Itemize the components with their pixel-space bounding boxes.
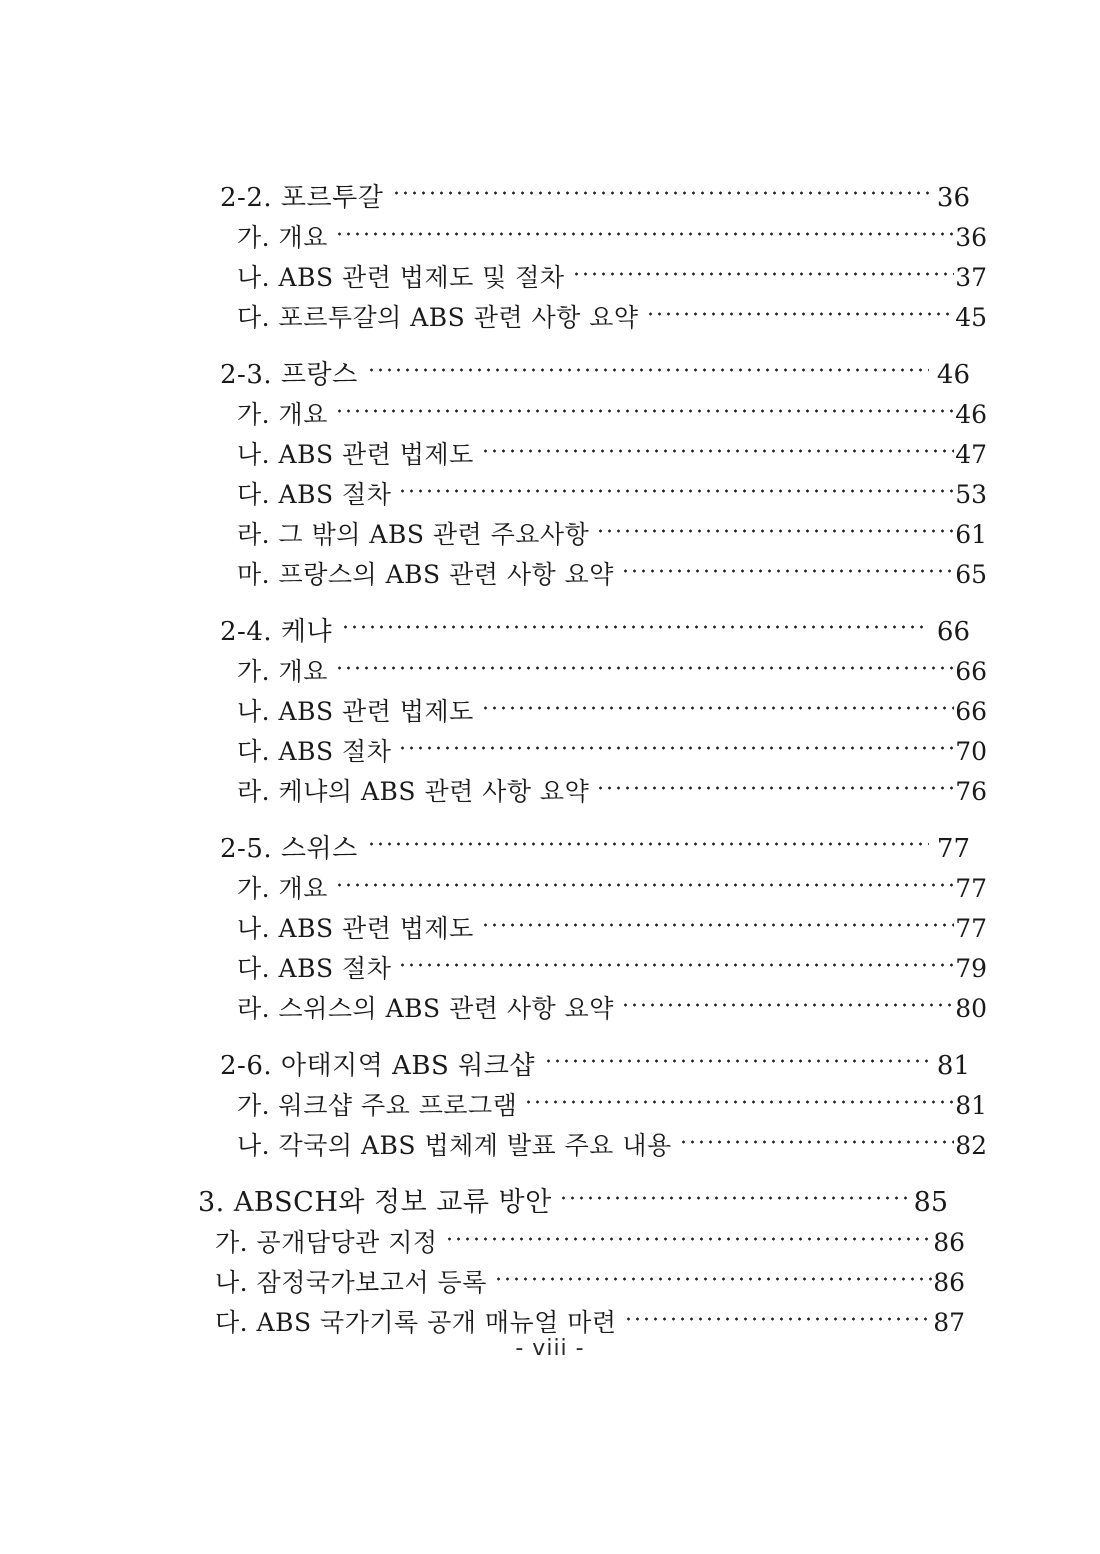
dot-leader [338,221,954,246]
table-of-contents [175,178,987,1343]
toc-entry-label: 3. ABSCH와 정보 교류 방안 [198,1187,552,1218]
toc-page-number: 77 [936,834,970,864]
toc-entry-label: 다. ABS 절차 [237,480,392,509]
toc-page-number: 76 [955,777,987,806]
toc-entry[interactable] [175,869,987,909]
toc-page-number: 45 [955,303,987,332]
toc-page-number: 86 [933,1268,965,1297]
toc-entry-label: 나. ABS 관련 법제도 [237,697,474,726]
dot-leader [484,912,954,937]
toc-group [175,355,987,595]
toc-entry[interactable] [175,395,987,435]
toc-entry-label: 2-3. 프랑스 [220,360,358,390]
toc-entry[interactable] [175,732,987,772]
toc-page-number: 65 [955,560,987,589]
dot-leader [575,261,955,286]
dot-leader [599,518,954,543]
dot-leader [338,655,954,680]
toc-entry[interactable] [175,1263,965,1303]
toc-entry-label: 다. ABS 국가기록 공개 매뉴얼 마련 [215,1308,617,1337]
toc-section-heading[interactable] [175,355,970,395]
toc-entry-label: 나. ABS 관련 법제도 [237,914,474,943]
toc-entry-label: 나. ABS 관련 법제도 [237,440,474,469]
dot-leader [547,1048,929,1074]
toc-entry-label: 나. 잠정국가보고서 등록 [215,1268,487,1297]
toc-entry-label: 2-5. 스위스 [220,834,358,864]
toc-entry-label: 라. 스위스의 ABS 관련 사항 요약 [237,994,614,1023]
toc-page-number: 81 [955,1091,987,1120]
toc-page-number: 36 [936,183,970,213]
toc-entry-label: 나. ABS 관련 법제도 및 절차 [237,263,565,292]
toc-page-number: 53 [955,480,987,509]
dot-leader [370,831,929,857]
toc-entry-label: 다. 포르투갈의 ABS 관련 사항 요약 [237,303,639,332]
toc-section-heading[interactable] [175,1183,948,1223]
toc-entry-label: 가. 워크샵 주요 프로그램 [237,1091,518,1120]
toc-page-number: 47 [955,440,987,469]
toc-entry-label: 다. ABS 절차 [237,737,392,766]
toc-page-number: 79 [955,954,987,983]
toc-section-heading[interactable] [175,612,970,652]
toc-entry-label: 다. ABS 절차 [237,954,392,983]
toc-entry[interactable] [175,298,987,338]
toc-entry-label: 나. 각국의 ABS 법체계 발표 주요 내용 [237,1131,672,1160]
toc-page-number: 81 [936,1051,970,1081]
toc-group [175,1046,987,1166]
toc-page-number: 66 [955,697,987,726]
dot-leader [338,872,954,897]
toc-entry[interactable] [175,1126,987,1166]
toc-page-number: 70 [955,737,987,766]
dot-leader [649,301,955,326]
toc-entry-label: 가. 개요 [237,657,328,686]
toc-group [175,1183,965,1343]
dot-leader [562,1184,913,1211]
toc-entry[interactable] [175,555,987,595]
toc-entry-label: 2-2. 포르투갈 [220,183,384,213]
toc-page-number: 77 [955,874,987,903]
toc-entry[interactable] [175,692,987,732]
toc-entry[interactable] [175,1223,965,1263]
dot-leader [395,180,929,206]
toc-page-number: 86 [933,1228,965,1257]
dot-leader [401,478,954,503]
dot-leader [484,438,954,463]
toc-entry[interactable] [175,515,987,555]
dot-leader [599,775,954,800]
toc-entry[interactable] [175,218,987,258]
dot-leader [344,614,929,640]
dot-leader [527,1089,954,1114]
toc-entry-label: 라. 케냐의 ABS 관련 사항 요약 [237,777,590,806]
toc-page-number: 85 [913,1187,948,1218]
toc-entry-label: 마. 프랑스의 ABS 관련 사항 요약 [237,560,614,589]
dot-leader [682,1129,955,1154]
toc-group [175,178,987,338]
toc-page-number: 82 [955,1131,987,1160]
dot-leader [401,952,954,977]
toc-page-number: 66 [936,617,970,647]
toc-entry-label: 가. 공개담당관 지정 [215,1228,438,1257]
toc-section-heading[interactable] [175,178,970,218]
toc-page-number: 87 [933,1308,965,1337]
toc-entry[interactable] [175,1086,987,1126]
dot-leader [484,695,954,720]
toc-page-number: 37 [955,263,987,292]
toc-page-number: 46 [955,400,987,429]
toc-page-number: 80 [955,994,987,1023]
toc-entry[interactable] [175,989,987,1029]
dot-leader [448,1226,933,1251]
page-footer: - viii - [515,1336,585,1361]
dot-leader [338,398,954,423]
toc-page-number: 46 [936,360,970,390]
toc-entry-label: 2-4. 케냐 [220,617,333,647]
dot-leader [624,558,954,583]
toc-section-heading[interactable] [175,829,970,869]
toc-entry[interactable] [175,475,987,515]
toc-page-number: 36 [955,223,987,252]
toc-entry-label: 2-6. 아태지역 ABS 워크샵 [220,1051,535,1081]
toc-entry[interactable] [175,949,987,989]
toc-entry-label: 라. 그 밖의 ABS 관련 주요사항 [237,520,590,549]
toc-entry-label: 가. 개요 [237,874,328,903]
toc-entry-label: 가. 개요 [237,400,328,429]
toc-entry-label: 가. 개요 [237,223,328,252]
toc-group [175,612,987,812]
toc-entry[interactable] [175,435,987,475]
toc-entry[interactable] [175,772,987,812]
toc-page-number: 77 [955,914,987,943]
toc-group [175,829,987,1029]
toc-entry[interactable] [175,652,987,692]
toc-entry[interactable] [175,909,987,949]
toc-page-number: 66 [955,657,987,686]
toc-section-heading[interactable] [175,1046,970,1086]
dot-leader [370,357,929,383]
dot-leader [624,992,954,1017]
toc-entry[interactable] [175,258,987,298]
toc-page-number: 61 [955,520,987,549]
dot-leader [627,1306,933,1331]
dot-leader [497,1266,932,1291]
dot-leader [401,735,954,760]
